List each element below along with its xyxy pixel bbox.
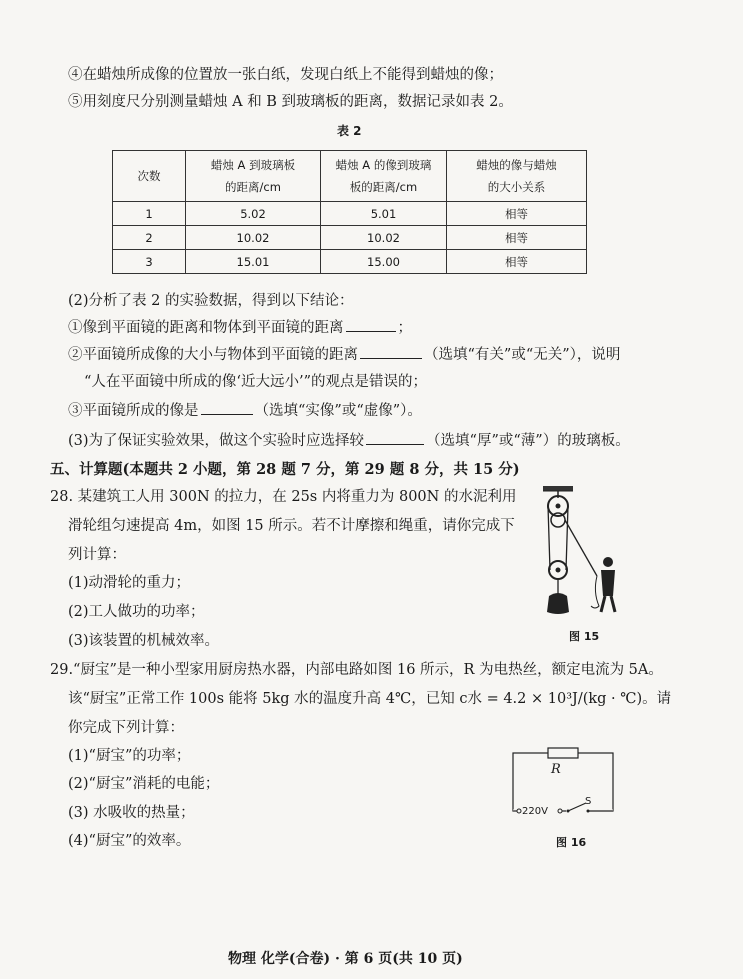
q28-sub3: (3)该装置的机械效率。 [68,633,220,649]
q2-conclusion-3: ③平面镜所成的像是 （选填“实像”或“虚像”）。 [68,403,422,419]
q28-line1: 28. 某建筑工人用 300N 的拉力，在 25s 内将重力为 800N 的水泥利用 [50,489,517,505]
q29-sub3: (3) 水吸收的热量； [68,805,195,821]
pulley-figure [535,484,630,624]
figure-16-caption: 图 16 [556,836,587,849]
section-5-title: 五、计算题(本题共 2 小题，第 28 题 7 分，第 29 题 8 分，共 15 分) [50,461,520,478]
header-image-distance: 蜡烛 A 的像到玻璃 板的距离/cm [321,151,447,202]
table-row: 1 5.02 5.01 相等 [113,202,587,226]
q2-conclusion-2-line2: “人在平面镜中所成的像‘近大远小’”的观点是错误的； [84,374,428,390]
answer-blank[interactable] [360,346,422,359]
q3: (3)为了保证实验效果，做这个实验时应选择较 （选填“厚”或“薄”）的玻璃板。 [68,433,630,449]
answer-blank[interactable] [201,402,253,415]
q29-line2: 该“厨宝”正常工作 100s 能将 5kg 水的温度升高 4℃，已知 c水 = 4.2 × 10³J/(kg · ℃)。请 [68,691,672,707]
q2-conclusion-2: ②平面镜所成像的大小与物体到平面镜的距离 （选填“有关”或“无关”），说明 [68,347,621,363]
page-footer: 物理 化学(合卷) · 第 6 页(共 10 页) [228,951,463,967]
resistor-label: R [551,762,561,777]
table-row: 2 10.02 10.02 相等 [113,226,587,250]
step-4: ④在蜡烛所成像的位置放一张白纸，发现白纸上不能得到蜡烛的像； [68,67,503,83]
q29-line1: 29.“厨宝”是一种小型家用厨房热水器，内部电路如图 16 所示，R 为电热丝，额定电流为 5A。 [50,662,663,678]
voltage-label: 220V [522,806,548,817]
switch-label: S [585,796,592,807]
answer-blank[interactable] [366,432,424,445]
q29-line3: 你完成下列计算： [68,720,184,736]
q2-intro: (2)分析了表 2 的实验数据，得到以下结论： [68,293,354,309]
q29-sub4: (4)“厨宝”的效率。 [68,833,191,849]
q28-sub2: (2)工人做功的功率； [68,604,205,620]
step-5: ⑤用刻度尺分别测量蜡烛 A 和 B 到玻璃板的距离，数据记录如表 2。 [68,94,513,110]
q29-sub1: (1)“厨宝”的功率； [68,748,191,764]
q28-line3: 列计算： [68,547,126,563]
q29-sub2: (2)“厨宝”消耗的电能； [68,776,220,792]
header-distance-a: 蜡烛 A 到玻璃板 的距离/cm [186,151,321,202]
table-caption: 表 2 [337,124,362,138]
header-count: 次数 [113,151,186,202]
answer-blank[interactable] [346,319,396,332]
table-header-row [113,151,587,202]
q28-sub1: (1)动滑轮的重力； [68,575,191,591]
header-size-relation: 蜡烛的像与蜡烛 的大小关系 [447,151,587,202]
table-row: 3 15.01 15.00 相等 [113,250,587,274]
figure-15-caption: 图 15 [569,630,600,643]
q28-line2: 滑轮组匀速提高 4m，如图 15 所示。若不计摩擦和绳重，请你完成下 [68,518,515,534]
q2-conclusion-1: ①像到平面镜的距离和物体到平面镜的距离 ； [68,320,412,336]
data-table-2 [112,150,587,274]
